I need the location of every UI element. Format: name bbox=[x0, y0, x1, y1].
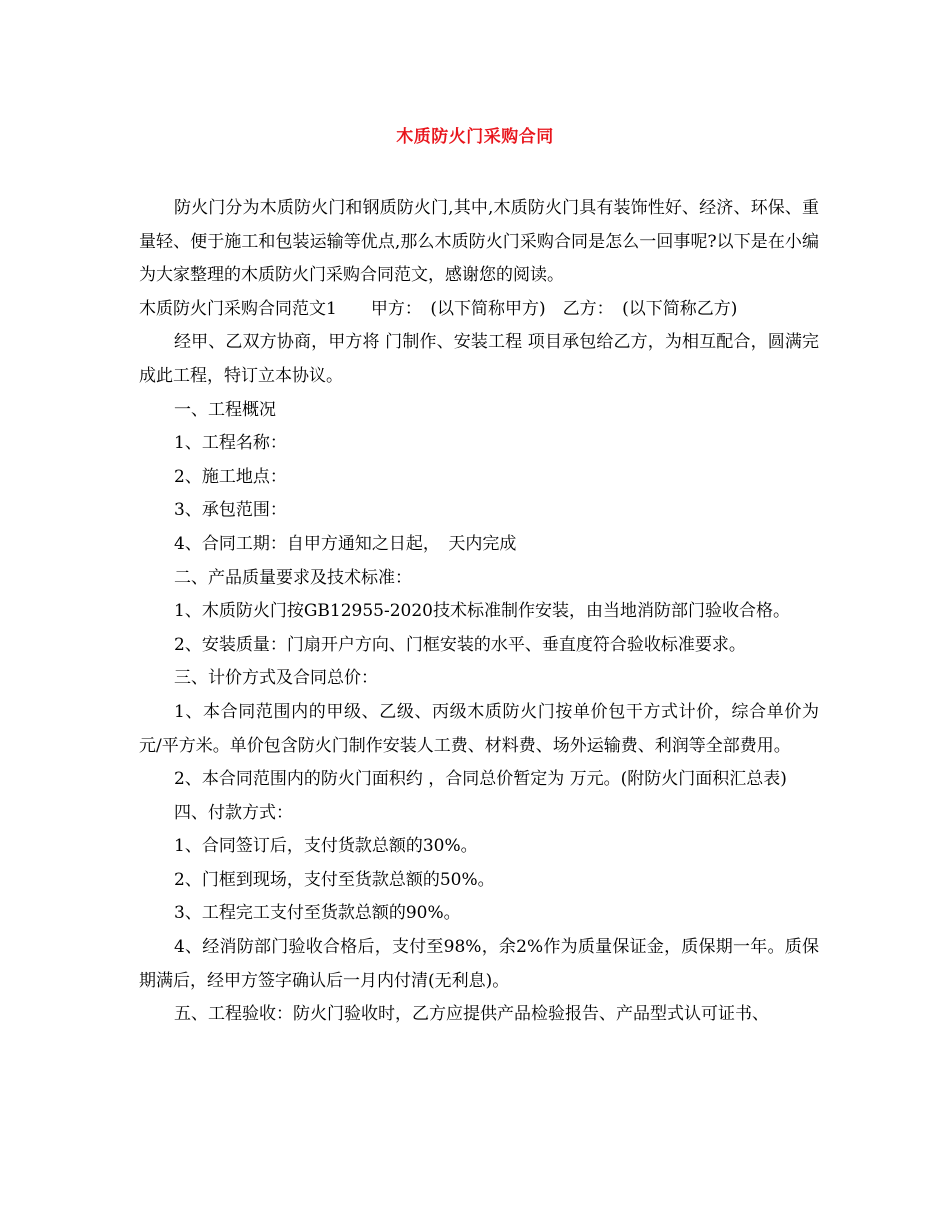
clause-payment-3: 3、工程完工支付至货款总额的90%。 bbox=[174, 903, 461, 924]
clause-unit-price: 1、本合同范围内的甲级、乙级、丙级木质防火门按单价包干方式计价，综合单价为 元/平方米。单价包含防火门制作安装人工费、材料费、场外运输费、利润等全部费用。 bbox=[139, 701, 819, 756]
clause-contract-period: 4、合同工期：自甲方通知之日起， 天内完成 bbox=[174, 533, 517, 554]
agreement-paragraph: 经甲、乙双方协商，甲方将 门制作、安装工程 项目承包给乙方，为相互配合，圆满完成此工程，特订立本协议。 bbox=[139, 332, 819, 386]
clause-contract-scope: 3、承包范围： bbox=[174, 500, 287, 521]
clause-standard: 1、木质防火门按GB12955-2020技术标准制作安装，由当地消防部门验收合格。 bbox=[174, 601, 790, 622]
section-heading-quality: 二、产品质量要求及技术标准： bbox=[174, 567, 412, 588]
section-heading-payment: 四、付款方式： bbox=[174, 802, 293, 823]
document-body bbox=[139, 192, 819, 1032]
clause-construction-site: 2、施工地点： bbox=[174, 466, 287, 487]
clause-total-price: 2、本合同范围内的防火门面积约 ，合同总价暂定为 万元。(附防火门面积汇总表) bbox=[174, 769, 787, 790]
contract-parties-line: 木质防火门采购合同范文1 甲方： (以下简称甲方) 乙方： (以下简称乙方) bbox=[139, 298, 738, 319]
intro-paragraph: 防火门分为木质防火门和钢质防火门,其中,木质防火门具有装饰性好、经济、环保、重量轻、便于施工和包装运输等优点,那么木质防火门采购合同是怎么一回事呢?以下是在小编为大家整理的木质防火门采购合同范文，感谢您的阅读。 bbox=[139, 198, 819, 286]
section-heading-overview: 一、工程概况 bbox=[174, 399, 276, 420]
section-heading-pricing: 三、计价方式及合同总价： bbox=[174, 668, 378, 689]
document-title: 木质防火门采购合同 bbox=[396, 127, 554, 147]
clause-payment-2: 2、门框到现场，支付至货款总额的50%。 bbox=[174, 869, 495, 890]
clause-project-name: 1、工程名称： bbox=[174, 433, 287, 454]
clause-payment-4: 4、经消防部门验收合格后，支付至98%，余2%作为质量保证金，质保期一年。质保期满后，经甲方签字确认后一月内付清(无利息)。 bbox=[139, 937, 819, 991]
clause-install-quality: 2、安装质量：门扇开户方向、门框安装的水平、垂直度符合验收标准要求。 bbox=[174, 634, 746, 655]
clause-payment-1: 1、合同签订后，支付货款总额的30%。 bbox=[174, 836, 478, 857]
section-heading-acceptance: 五、工程验收：防火门验收时，乙方应提供产品检验报告、产品型式认可证书、 bbox=[174, 1004, 769, 1025]
